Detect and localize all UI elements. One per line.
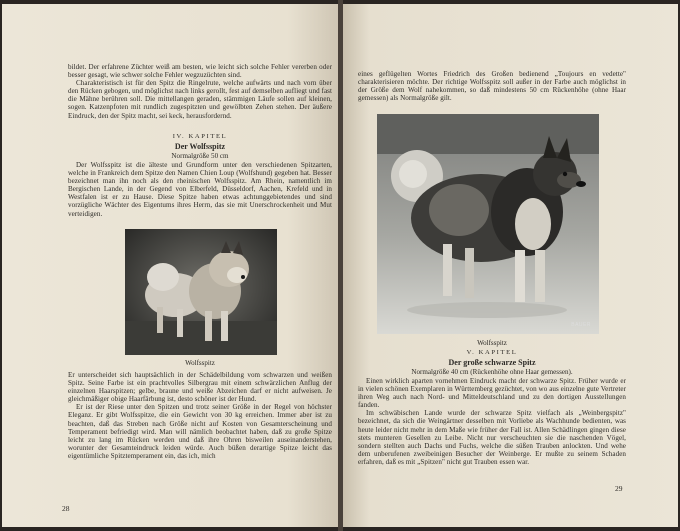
right-chapter-text: [358, 377, 626, 466]
right-intro-text: [358, 70, 626, 102]
right-chapter-title: Der große schwarze Spitz: [448, 358, 536, 367]
right-intro-paragraph-1: eines geflügelten Wortes Friedrich des Großen bedienend „Toujours en vedette" charakterisieren möchte. Der richtige Wolfsspitz soll außer in der Farbe auch möglichst in der Größe dem Wolf nahekommen, so daß mindestens 50 cm Rückenhöhe (ohne Haar gemessen) als Normalgröße gilt.: [358, 70, 626, 103]
right-photo-caption: Wolfsspitz: [477, 339, 507, 347]
photo-signature: BAUER: [571, 322, 591, 328]
left-intro-paragraph-1: bildet. Der erfahrene Züchter weiß am besten, wie leicht sich solche Fehler vererben oder besser gesagt, wie schwer solche Fehler wegzuzüchten sind.: [68, 63, 332, 80]
right-page: [343, 4, 678, 527]
left-bottom-paragraph-2: Er ist der Riese unter den Spitzen und trotz seiner Größe in der Regel von höchster Eleganz. Er gibt Wolfsspitze, die ein Gewicht von 30 kg erreichen. Immer aber ist zu beachten, daß das Streben nach Größe nicht auf Kosten von Gesamterscheinung und Temperament befriedigt wird. Man will nämlich beobachtet haben, daß zu große Spitze leicht zu lang im Rücken werden und daß ihre Ohren bisweilen auseinanderstehen, worunter der Gesamteindruck leiden würde. Auch büßen derartige Spitze leicht das eigentümliche Spitztemperament ein, das ich, mich: [68, 403, 332, 460]
left-chapter-title: Der Wolfsspitz: [174, 142, 226, 151]
left-chapter-text: [68, 161, 332, 218]
left-page-number: 28: [62, 504, 70, 513]
left-photo-caption: Wolfsspitz: [185, 359, 215, 367]
wolfsspitz-photo-left: [125, 229, 277, 355]
right-page-number: 29: [615, 484, 623, 493]
left-bottom-paragraph-1: Er unterscheidet sich hauptsächlich in der Schädelbildung vom schwarzen und weißen Spitz. Seine Farbe ist ein prachtvolles Silbergrau mit einem schwärzlichen Anflug der einzelnen Haarspitzen; gelbe, braune und weiße Abzeichen darf er nicht aufweisen. Je gleichmäßiger obige Haarfärbung ist, desto schöner ist der Hund.: [68, 371, 332, 404]
left-chapter-paragraph-1: Der Wolfsspitz ist die älteste und Grundform unter den verschiedenen Spitzarten, welche in Frankreich dem Spitze den Namen Chien Loup (Wolfshund) gegeben hat. Besser bezeichnet man ihn noch als den rheinischen Wolfsspitz. Am Rhein, namentlich im Bergischen Lande, in der Gegend von Elberfeld, Düsseldorf, Aachen, Krefeld und in Westfalen ist er zu Hause. Diese Spitze haben etwas achtunggebietendes und sind vorzügliche Wächter des Eigentums ihres Herrn, das sie mit Unerschrockenheit und Mut verteidigen.: [68, 161, 332, 218]
left-intro-paragraph-2: Charakteristisch ist für den Spitz die Ringelrute, welche aufwärts und nach vorn über den Rücken gebogen, und möglichst nach links gerollt, fest auf demselben aufliegt und fast die Mähne berühren soll. Die mittellangen geraden, stämmigen Läufe sollen auf kleinen, sogen. Katzenpfoten mit rundlich zugespitzten und gewölbten Zehen stehen. Der äußere Eindruck, den der Spitz macht, sei keck, herausfordernd.: [68, 79, 332, 120]
left-intro-text: [68, 63, 332, 120]
wolfsspitz-photo-right: [377, 114, 599, 334]
right-chapter-number: V. KAPITEL: [466, 349, 518, 356]
left-page: [2, 4, 338, 527]
left-chapter-normgroesse: Normalgröße 50 cm: [171, 152, 229, 160]
left-bottom-text: [68, 371, 332, 460]
right-chapter-paragraph-1: Einen wirklich aparten vornehmen Eindruck macht der schwarze Spitz. Früher wurde er in vielen schönen Exemplaren in Württemberg gezüchtet, von wo aus einzelne gute Vertreter ihren Weg auch nach Nord- und Mitteldeutschland und zu den dortigen Ausstellungen fanden.: [358, 377, 626, 410]
left-chapter-number: IV. KAPITEL: [172, 133, 228, 140]
right-chapter-paragraph-2: Im schwäbischen Lande wurde der schwarze Spitz vielfach als „Weinbergspitz" bezeichnet, da sich die Weingärtner desselben mit Vorliebe als Wachhunde bedienten, was heute leider nicht mehr in dem Maße wie früher der Fall ist. Allen Schädlingen gingen diese stets munteren Gesellen zu Leibe. Nicht nur verscheuchten sie die naschenden Vögel, sondern stellten auch Dachs und Fuchs, welche die süßen Trauben anlockten. Und wehe dem unberufenen zweibeinigen Besucher der Weinberge. Er mußte zu seinem Schaden erfahren, daß es mit „Spitzen" nicht gut Trauben essen war.: [358, 409, 626, 466]
right-chapter-normgroesse: Normalgröße 40 cm (Rückenhöhe ohne Haar gemessen).: [411, 368, 573, 376]
